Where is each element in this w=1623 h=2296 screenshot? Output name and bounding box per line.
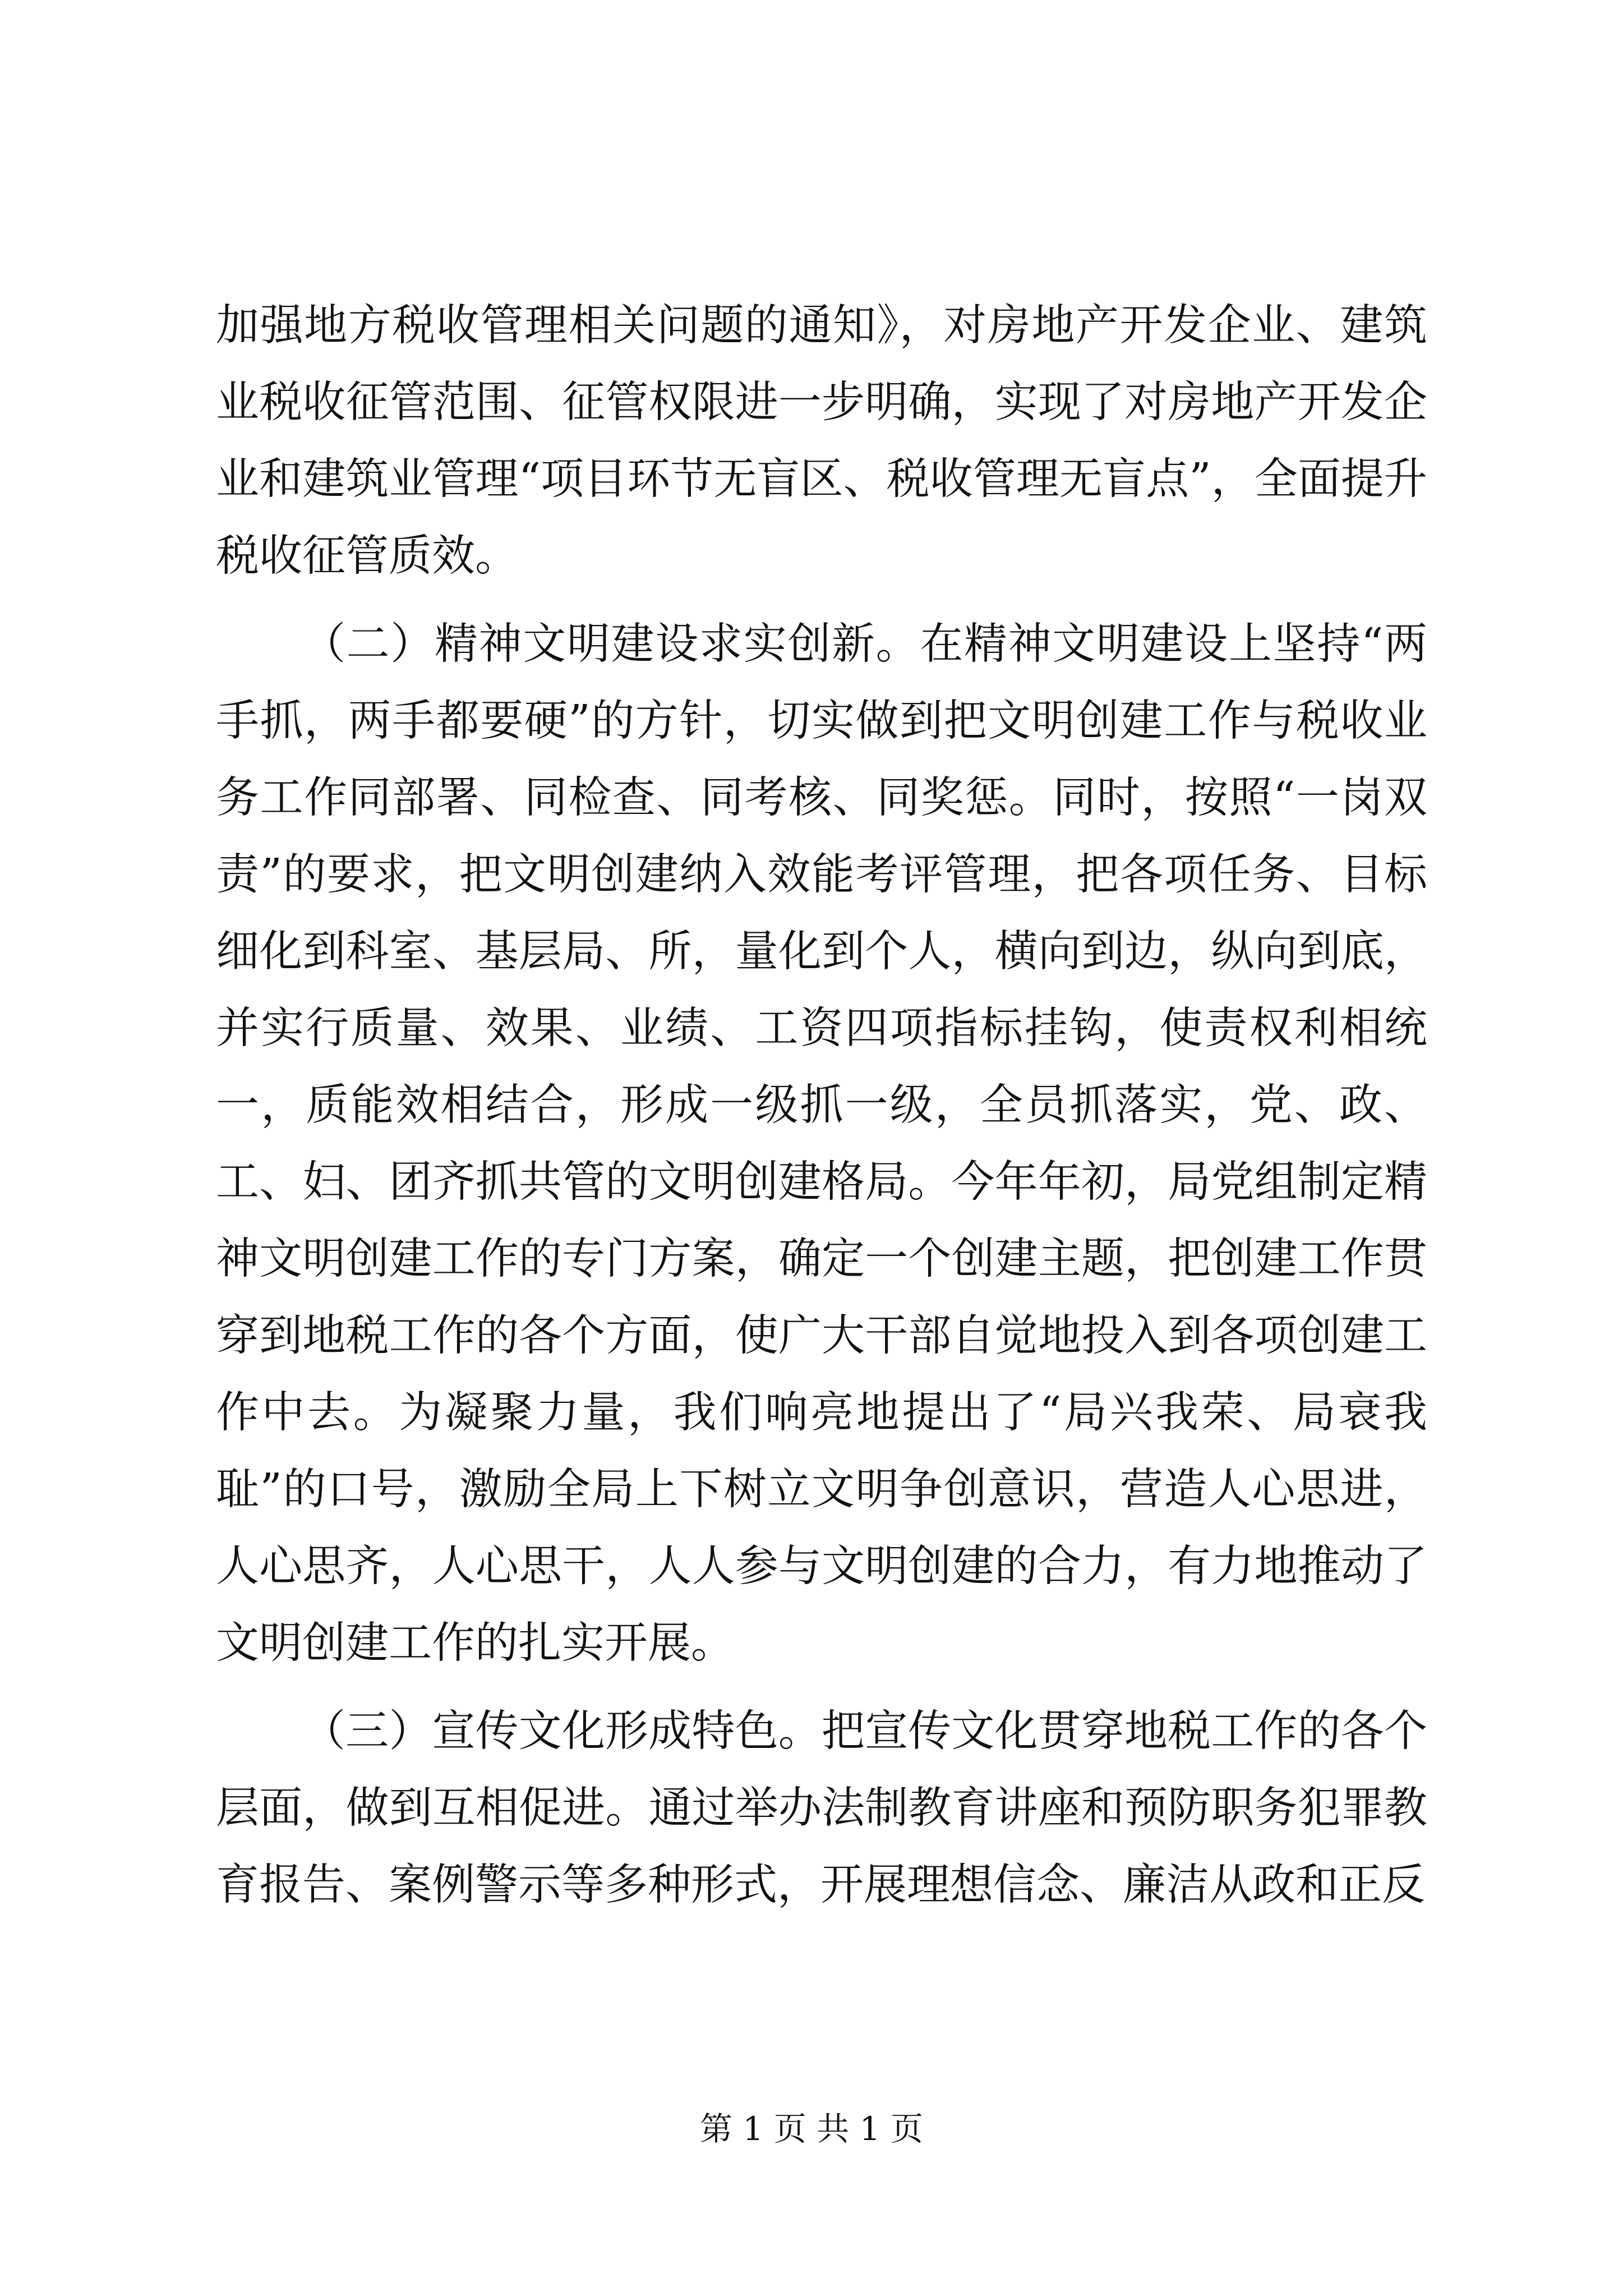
paragraph-spiritual-civilization: （二）精神文明建设求实创新。在精神文明建设上坚持“两手抓，两手都要硬”的方针，切实做到把文明创建工作与税收业务工作同部署、同检查、同考核、同奖惩。同时，按照“一岗双责”的要求，把文明创建纳入效能考评管理，把各项任务、目标细化到科室、基层局、所，量化到个人，横向到边，纵向到底，并实行质量、效果、业绩、工资四项指标挂钩，使责权利相统一，质能效相结合，形成一级抓一级，全员抓落实，党、政、工、妇、团齐抓共管的文明创建格局。今年年初，局党组制定精神文明创建工作的专门方案，确定一个创建主题，把创建工作贯穿到地税工作的各个方面，使广大干部自觉地投入到各项创建工作中去。为凝聚力量，我们响亮地提出了“局兴我荣、局衰我耻”的口号，激励全局上下树立文明争创意识，营造人心思进，人心思齐，人心思干，人人参与文明创建的合力，有力地推动了文明创建工作的扎实开展。 bbox=[216, 619, 1427, 1668]
page-number-footer: 第 1 页 共 1 页 bbox=[700, 2110, 923, 2148]
paragraph-continuation: 加强地方税收管理相关问题的通知》，对房地产开发企业、建筑业税收征管范围、征管权限进一步明确，实现了对房地产开发企业和建筑业管理“项目环节无盲区、税收管理无盲点”，全面提升税收征管质效。 bbox=[216, 301, 1427, 581]
paragraph-publicity-culture: （三）宣传文化形成特色。把宣传文化贯穿地税工作的各个层面，做到互相促进。通过举办法制教育讲座和预防职务犯罪教育报告、案例警示等多种形式，开展理想信念、廉洁从政和正反 bbox=[216, 1706, 1427, 1910]
document-body bbox=[216, 287, 1427, 1924]
